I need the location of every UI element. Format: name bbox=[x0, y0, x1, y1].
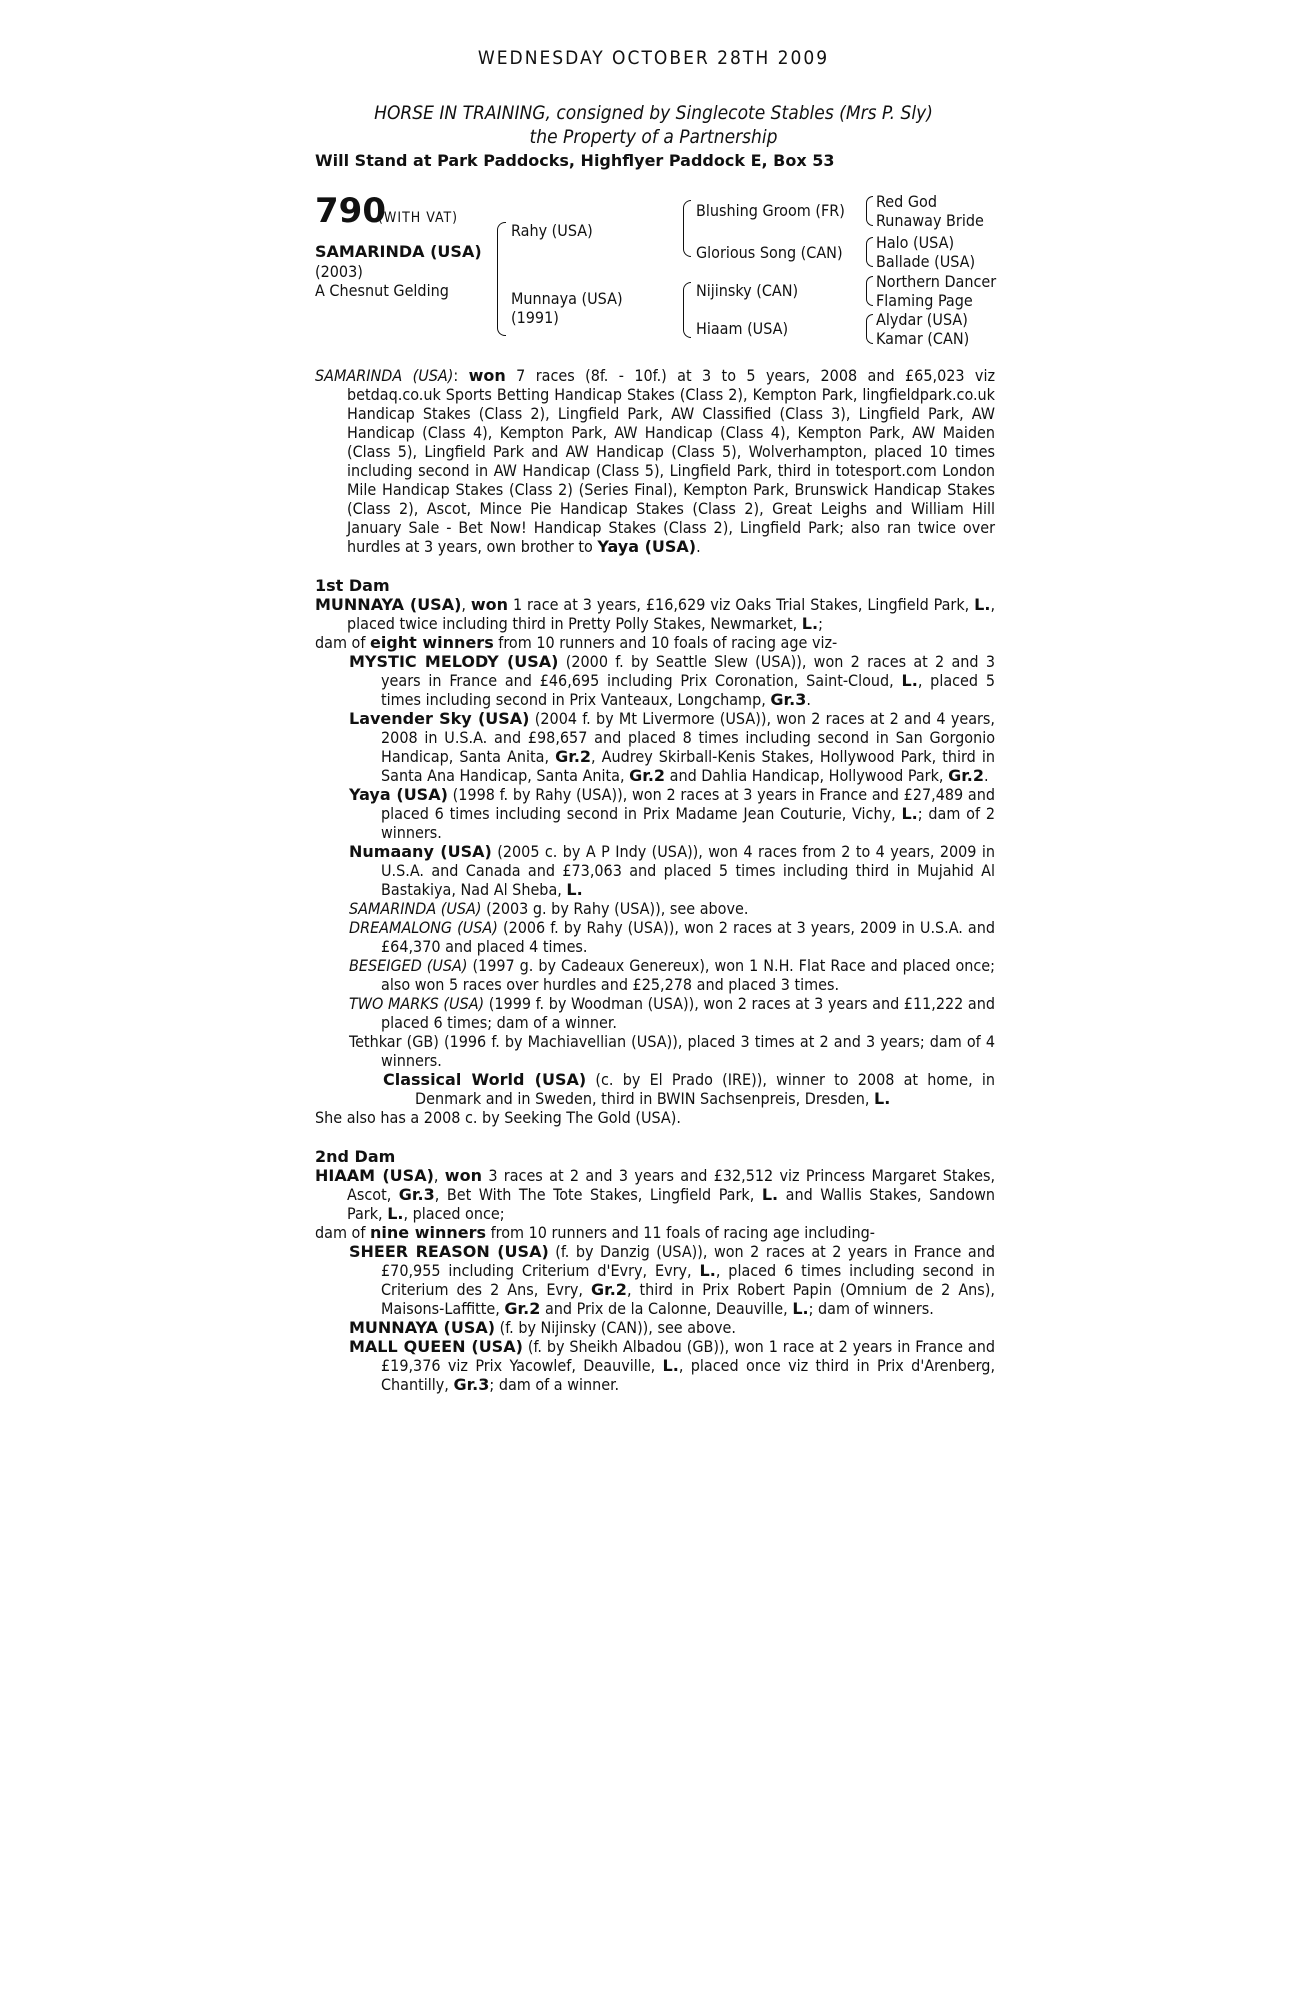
brace-line bbox=[497, 222, 506, 336]
progeny-name: MUNNAYA (USA) bbox=[349, 1318, 496, 1337]
won-label: won bbox=[444, 1166, 482, 1185]
also-has-line: She also has a 2008 c. by Seeking The Gold (USA). bbox=[315, 1108, 681, 1127]
dam-text: , Bet With The Tote Stakes, Lingfield Park, bbox=[434, 1185, 755, 1204]
brace-line bbox=[683, 200, 691, 257]
listed-label: L. bbox=[566, 880, 583, 899]
group-label: Gr.3 bbox=[398, 1185, 435, 1204]
pedigree-dam: Munnaya (USA) bbox=[511, 289, 623, 308]
listed-label: L. bbox=[662, 1356, 679, 1375]
progeny-text: (2006 f. by Rahy (USA)), won 2 races at 3 years, 2009 in U.S.A. and £64,370 and placed 4 times. bbox=[381, 918, 995, 956]
pedigree-dam-dam: Hiaam (USA) bbox=[696, 319, 789, 338]
dam-text: , placed once; bbox=[403, 1204, 505, 1223]
property-line: the Property of a Partnership bbox=[529, 126, 778, 148]
lot-number: 790 bbox=[315, 191, 386, 231]
pedigree-dam-sire: Nijinsky (CAN) bbox=[696, 281, 799, 300]
listed-label: L. bbox=[699, 1261, 716, 1280]
progeny-text: ; dam of 2 winners. bbox=[381, 804, 995, 842]
progeny-text: , placed once viz third in Prix d'Arenberg, Chantilly, bbox=[381, 1356, 996, 1394]
pedigree-gg-7: Alydar (USA) bbox=[876, 310, 968, 329]
progeny-text: ; dam of a winner. bbox=[489, 1375, 620, 1394]
group-label: Gr.2 bbox=[504, 1299, 541, 1318]
progeny-text: , placed 6 times including second in Criterium des 2 Ans, Evry, bbox=[381, 1261, 995, 1299]
pedigree-gg-4: Ballade (USA) bbox=[876, 252, 976, 271]
pedigree-dam-year: (1991) bbox=[511, 308, 559, 327]
racing-text: 7 races (8f. - 10f.) at 3 to 5 years, 2008 and £65,023 viz betdaq.co.uk Sports Betting Handicap Stakes (Class 2), Kempton Park, lingfieldpark.co.uk Handicap Stakes (Class 2), Lingfield Park, AW Classified (Class 3), Lingfield Park, AW Handicap (Class 4), Kempton Park, AW Handicap (Class 4), Kempton Park, AW Maiden (Class 5), Lingfield Park and AW Handicap (Class 5), Wolverhampton, placed 10 times including second in AW Handicap (Class 5), Lingfield Park, third in totesport.com London Mile Handicap Stakes (Class 2) (Series Final), Kempton Park, Brunswick Handicap Stakes (Class 2), Ascot, Mince Pie Handicap Stakes (Class 2), Great Leighs and William Hill January Sale - Bet Now! Handicap Stakes (Class 2), Lingfield Park; also ran twice over hurdles at 3 years, own brother to bbox=[347, 366, 996, 556]
progeny-text: and Prix de la Calonne, Deauville, bbox=[540, 1299, 788, 1318]
listed-label: L. bbox=[761, 1185, 779, 1204]
group-label: Gr.2 bbox=[629, 766, 666, 785]
dam-of-line bbox=[315, 1223, 995, 1242]
brace-line bbox=[683, 282, 691, 338]
pedigree-sire-sire: Blushing Groom (FR) bbox=[696, 201, 845, 220]
progeny-entry bbox=[315, 1318, 995, 1337]
won-label: won bbox=[470, 595, 509, 614]
listed-label: L. bbox=[387, 1204, 404, 1223]
dam-name: MUNNAYA (USA) bbox=[315, 595, 462, 614]
won-label: won bbox=[468, 366, 506, 385]
progeny-text: (2003 g. by Rahy (USA)), see above. bbox=[481, 899, 749, 918]
progeny-entry bbox=[315, 785, 995, 842]
pedigree-sire-dam: Glorious Song (CAN) bbox=[696, 243, 843, 262]
racing-paragraph: SAMARINDA (USA): won 7 races (8f. - 10f.) at 3 to 5 years, 2008 and £65,023 viz betdaq.co.uk Sports Betting Handicap Stakes (Class 2), Kempton Park, lingfieldpark.co.uk Handicap Stakes (Class 2), Lingfield Park, AW Classified (Class 3), Lingfield Park, AW Handicap (Class 4), Kempton Park, AW Handicap (Class 4), Kempton Park, AW Maiden (Class 5), Lingfield Park and AW Handicap (Class 5), Wolverhampton, placed 10 times including second in AW Handicap (Class 5), Lingfield Park, third in totesport.com London Mile Handicap Stakes (Class 2) (Series Final), Kempton Park, Brunswick Handicap Stakes (Class 2), Ascot, Mince Pie Handicap Stakes (Class 2), Great Leighs and William Hill January Sale - Bet Now! Handicap Stakes (Class 2), Lingfield Park; also ran twice over hurdles at 3 years, own brother to Yaya (USA). bbox=[315, 366, 996, 556]
pedigree-gg-2: Runaway Bride bbox=[876, 211, 984, 230]
progeny-text: (2004 f. by Mt Livermore (USA)), won 2 races at 2 and 4 years, 2008 in U.S.A. and £98,657 and placed 8 times including second in San Gorgonio Handicap, Santa Anita, bbox=[381, 709, 995, 766]
brace-line bbox=[866, 276, 873, 306]
dam-of-text: dam of bbox=[315, 1223, 366, 1242]
progeny-name: BESEIGED (USA) bbox=[349, 956, 468, 975]
progeny-text: and Dahlia Handicap, Hollywood Park, bbox=[665, 766, 944, 785]
progeny-entry bbox=[315, 899, 995, 918]
progeny-entry bbox=[315, 1337, 995, 1394]
progeny-text: , third in Prix Robert Papin (Omnium de 2 Ans), Maisons-Laffitte, bbox=[381, 1280, 995, 1318]
progeny-name: MALL QUEEN (USA) bbox=[349, 1337, 523, 1356]
listed-label: L. bbox=[874, 1089, 891, 1108]
progeny-text: ; dam of winners. bbox=[808, 1299, 934, 1318]
second-dam-paragraph: HIAAM (USA), won 3 races at 2 and 3 years and £32,512 viz Princess Margaret Stakes, Ascot, Gr.3, Bet With The Tote Stakes, Lingfield Park, L. and Wallis Stakes, Sandown Park, L., placed once; bbox=[315, 1166, 996, 1223]
dam-text: 1 race at 3 years, £16,629 viz Oaks Trial Stakes, Lingfield Park, bbox=[512, 595, 970, 614]
first-dam-paragraph: MUNNAYA (USA), won 1 race at 3 years, £16,629 viz Oaks Trial Stakes, Lingfield Park, L., placed twice including third in Pretty Polly Stakes, Newmarket, L.; bbox=[315, 595, 996, 633]
dam-text: 3 races at 2 and 3 years and £32,512 viz Princess Margaret Stakes, Ascot, bbox=[347, 1166, 996, 1204]
horse-name-italic: SAMARINDA (USA) bbox=[315, 366, 454, 385]
consignment-info bbox=[0, 101, 1307, 149]
pedigree-gg-8: Kamar (CAN) bbox=[876, 329, 970, 348]
brace-line bbox=[866, 314, 873, 344]
group-label: Gr.2 bbox=[948, 766, 985, 785]
dam-name: HIAAM (USA) bbox=[315, 1166, 434, 1185]
vat-label: (WITH VAT) bbox=[378, 210, 459, 226]
sale-date: WEDNESDAY OCTOBER 28TH 2009 bbox=[477, 47, 830, 69]
pedigree-gg-1: Red God bbox=[876, 192, 937, 211]
dam-text: ; bbox=[818, 614, 823, 633]
progeny-text: (1999 f. by Woodman (USA)), won 2 races at 3 years and £11,222 and placed 6 times; dam of a winner. bbox=[381, 994, 996, 1032]
progeny-name: DREAMALONG (USA) bbox=[349, 918, 498, 937]
progeny-text: (1997 g. by Cadeaux Genereux), won 1 N.H. Flat Race and placed once; also won 5 races over hurdles and £25,278 and placed 3 times. bbox=[381, 956, 995, 994]
dam-of-line bbox=[315, 633, 995, 652]
progeny-entry bbox=[315, 1242, 995, 1318]
listed-label: L. bbox=[801, 614, 819, 633]
progeny-text: , Audrey Skirball-Kenis Stakes, Hollywood Park, third in Santa Ana Handicap, Santa Anita, bbox=[381, 747, 995, 785]
progeny-text: . bbox=[984, 766, 989, 785]
horse-name: SAMARINDA (USA) bbox=[315, 242, 482, 261]
dam-of-text: dam of bbox=[315, 633, 366, 652]
horse-description: A Chesnut Gelding bbox=[315, 281, 449, 300]
progeny-text: , placed 5 times including second in Prix Vanteaux, Longchamp, bbox=[381, 671, 995, 709]
progeny-name: SAMARINDA (USA) bbox=[349, 899, 482, 918]
progeny-name: Yaya (USA) bbox=[349, 785, 448, 804]
progeny-text: (f. by Danzig (USA)), won 2 races at 2 years in France and £70,955 including Criterium d'Evry, Evry, bbox=[381, 1242, 995, 1280]
listed-label: L. bbox=[901, 804, 918, 823]
dam-of-text: from 10 runners and 11 foals of racing age including- bbox=[490, 1223, 875, 1242]
progeny-entry bbox=[315, 842, 995, 899]
pedigree-gg-5: Northern Dancer bbox=[876, 272, 997, 291]
progeny-name: TWO MARKS (USA) bbox=[349, 994, 485, 1013]
consignment-line: HORSE IN TRAINING, consigned by Singlecote Stables (Mrs P. Sly) bbox=[374, 102, 933, 124]
pedigree-gg-6: Flaming Page bbox=[876, 291, 973, 310]
brace-line bbox=[866, 237, 873, 267]
progeny-entry bbox=[315, 956, 995, 994]
progeny-name: Classical World (USA) bbox=[383, 1070, 587, 1089]
listed-label: L. bbox=[974, 595, 991, 614]
winners-count: eight winners bbox=[370, 633, 494, 652]
progeny-name: SHEER REASON (USA) bbox=[349, 1242, 549, 1261]
progeny-text: (c. by El Prado (IRE)), winner to 2008 at home, in Denmark and in Sweden, third in BWIN Sachsenpreis, Dresden, bbox=[415, 1070, 995, 1108]
group-label: Gr.3 bbox=[770, 690, 807, 709]
stand-location: Will Stand at Park Paddocks, Highflyer Paddock E, Box 53 bbox=[315, 151, 835, 170]
dam-text: and Wallis Stakes, Sandown Park, bbox=[347, 1185, 996, 1223]
progeny-name: MYSTIC MELODY (USA) bbox=[349, 652, 559, 671]
progeny-text: (2005 c. by A P Indy (USA)), won 4 races from 2 to 4 years, 2009 in U.S.A. and Canada and £73,063 and placed 5 times including third in Mujahid Al Bastakiya, Nad Al Sheba, bbox=[381, 842, 995, 899]
racing-end: . bbox=[696, 537, 701, 556]
progeny-entry bbox=[315, 652, 995, 709]
brother-name: Yaya (USA) bbox=[597, 537, 697, 556]
progeny-text: (1998 f. by Rahy (USA)), won 2 races at 3 years in France and £27,489 and placed 6 times including second in Prix Madame Jean Couturie, Vichy, bbox=[381, 785, 995, 823]
progeny-text: . bbox=[806, 690, 811, 709]
listed-label: L. bbox=[792, 1299, 809, 1318]
dam-of-text: from 10 runners and 10 foals of racing age viz- bbox=[498, 633, 838, 652]
progeny-name: Numaany (USA) bbox=[349, 842, 492, 861]
progeny-entry bbox=[315, 709, 995, 785]
winners-count: nine winners bbox=[370, 1223, 486, 1242]
progeny-entry bbox=[315, 918, 995, 956]
racing-record bbox=[315, 366, 995, 1394]
group-label: Gr.3 bbox=[453, 1375, 490, 1394]
listed-label: L. bbox=[901, 671, 918, 690]
progeny-name: Lavender Sky (USA) bbox=[349, 709, 530, 728]
pedigree-gg-3: Halo (USA) bbox=[876, 233, 955, 252]
progeny-entry bbox=[315, 994, 995, 1032]
progeny-text: (2000 f. by Seattle Slew (USA)), won 2 races at 2 and 3 years in France and £46,695 including Prix Coronation, Saint-Cloud, bbox=[381, 652, 995, 690]
brace-line bbox=[866, 196, 873, 226]
grandprogeny-entry bbox=[315, 1070, 995, 1108]
dam-text: , placed twice including third in Pretty Polly Stakes, Newmarket, bbox=[347, 595, 996, 633]
first-dam-heading: 1st Dam bbox=[315, 576, 390, 595]
progeny-text: (f. by Sheikh Albadou (GB)), won 1 race at 2 years in France and £19,376 viz Prix Yacowlef, Deauville, bbox=[381, 1337, 995, 1375]
pedigree-sire: Rahy (USA) bbox=[511, 221, 593, 240]
group-label: Gr.2 bbox=[590, 1280, 627, 1299]
group-label: Gr.2 bbox=[555, 747, 592, 766]
progeny-text: (f. by Nijinsky (CAN)), see above. bbox=[499, 1318, 736, 1337]
progeny-entry: Tethkar (GB) (1996 f. by Machiavellian (USA)), placed 3 times at 2 and 3 years; dam of 4 winners. bbox=[349, 1032, 995, 1070]
horse-year: (2003) bbox=[315, 262, 363, 281]
second-dam-heading: 2nd Dam bbox=[315, 1147, 396, 1166]
